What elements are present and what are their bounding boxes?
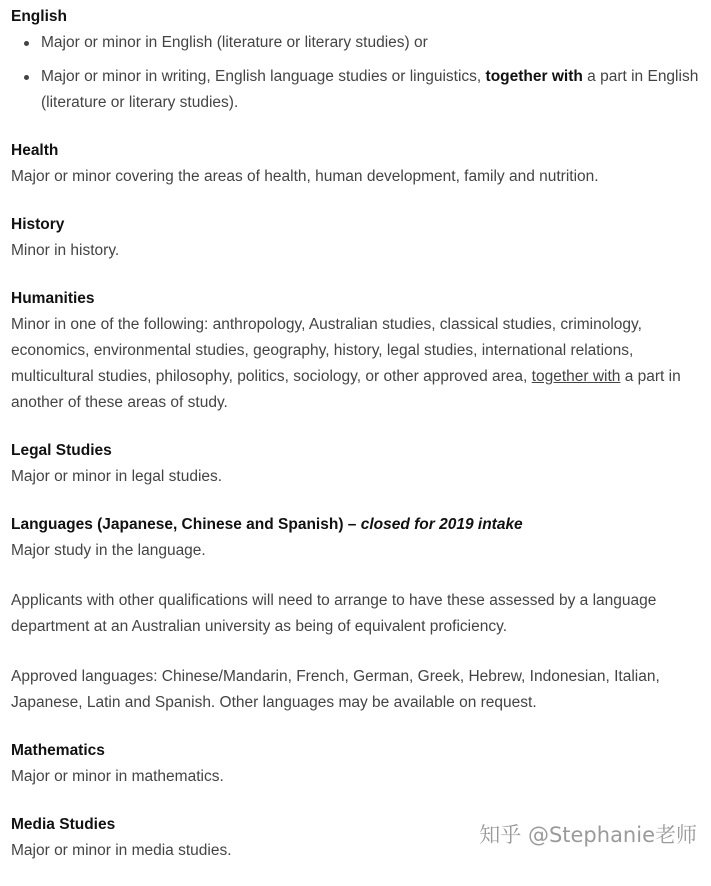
heading-mathematics: Mathematics (11, 742, 105, 759)
section-history (11, 212, 703, 264)
english-bullet-list (11, 30, 703, 116)
languages-text-3: Approved languages: Chinese/Mandarin, French, German, Greek, Hebrew, Indonesian, Italian, Japanese, Latin and Spanish. Other languages may be available on request. (11, 668, 660, 711)
english-bullet-2-after: a part in English (literature or literary studies). (41, 68, 699, 111)
heading-languages-note: closed for 2019 intake (360, 516, 523, 533)
legal-studies-text: Major or minor in legal studies. (11, 468, 223, 485)
history-text: Minor in history. (11, 242, 120, 259)
humanities-text (11, 312, 703, 416)
english-bullet-2 (11, 64, 703, 116)
mathematics-text: Major or minor in mathematics. (11, 768, 224, 785)
section-legal-studies (11, 438, 703, 490)
humanities-text-before: Minor in one of the following: anthropology, Australian studies, classical studies, criminology, economics, environmental studies, geography, history, legal studies, international relations, multicultural studies, philosophy, politics, sociology, or other approved area, (11, 316, 642, 385)
heading-legal-studies: Legal Studies (11, 442, 112, 459)
section-languages (11, 512, 703, 716)
heading-media-studies: Media Studies (11, 816, 116, 833)
heading-english: English (11, 8, 67, 25)
heading-languages (11, 512, 703, 538)
section-humanities (11, 286, 703, 416)
section-mathematics (11, 738, 703, 790)
languages-text-1: Major study in the language. (11, 542, 206, 559)
heading-health: Health (11, 142, 59, 159)
english-bullet-1 (11, 30, 703, 56)
humanities-text-after: a part in another of these areas of study. (11, 368, 681, 411)
english-bullet-1-text: Major or minor in English (literature or literary studies) or (41, 34, 428, 51)
languages-text-2: Applicants with other qualifications will need to arrange to have these assessed by a language department at an Australian university as being of equivalent proficiency. (11, 592, 657, 635)
heading-humanities: Humanities (11, 290, 95, 307)
heading-history: History (11, 216, 65, 233)
section-english (11, 4, 703, 116)
english-bullet-2-before: Major or minor in writing, English language studies or linguistics, (41, 68, 486, 85)
document-content (11, 4, 703, 886)
health-text: Major or minor covering the areas of health, human development, family and nutrition. (11, 168, 599, 185)
heading-languages-main: Languages (Japanese, Chinese and Spanish) – (11, 516, 361, 533)
media-studies-text: Major or minor in media studies. (11, 842, 232, 859)
humanities-text-underline: together with (531, 368, 621, 385)
section-health (11, 138, 703, 190)
zhihu-watermark: 知乎 @Stephanie老师 (479, 823, 697, 847)
english-bullet-2-emphasis: together with (485, 68, 583, 85)
